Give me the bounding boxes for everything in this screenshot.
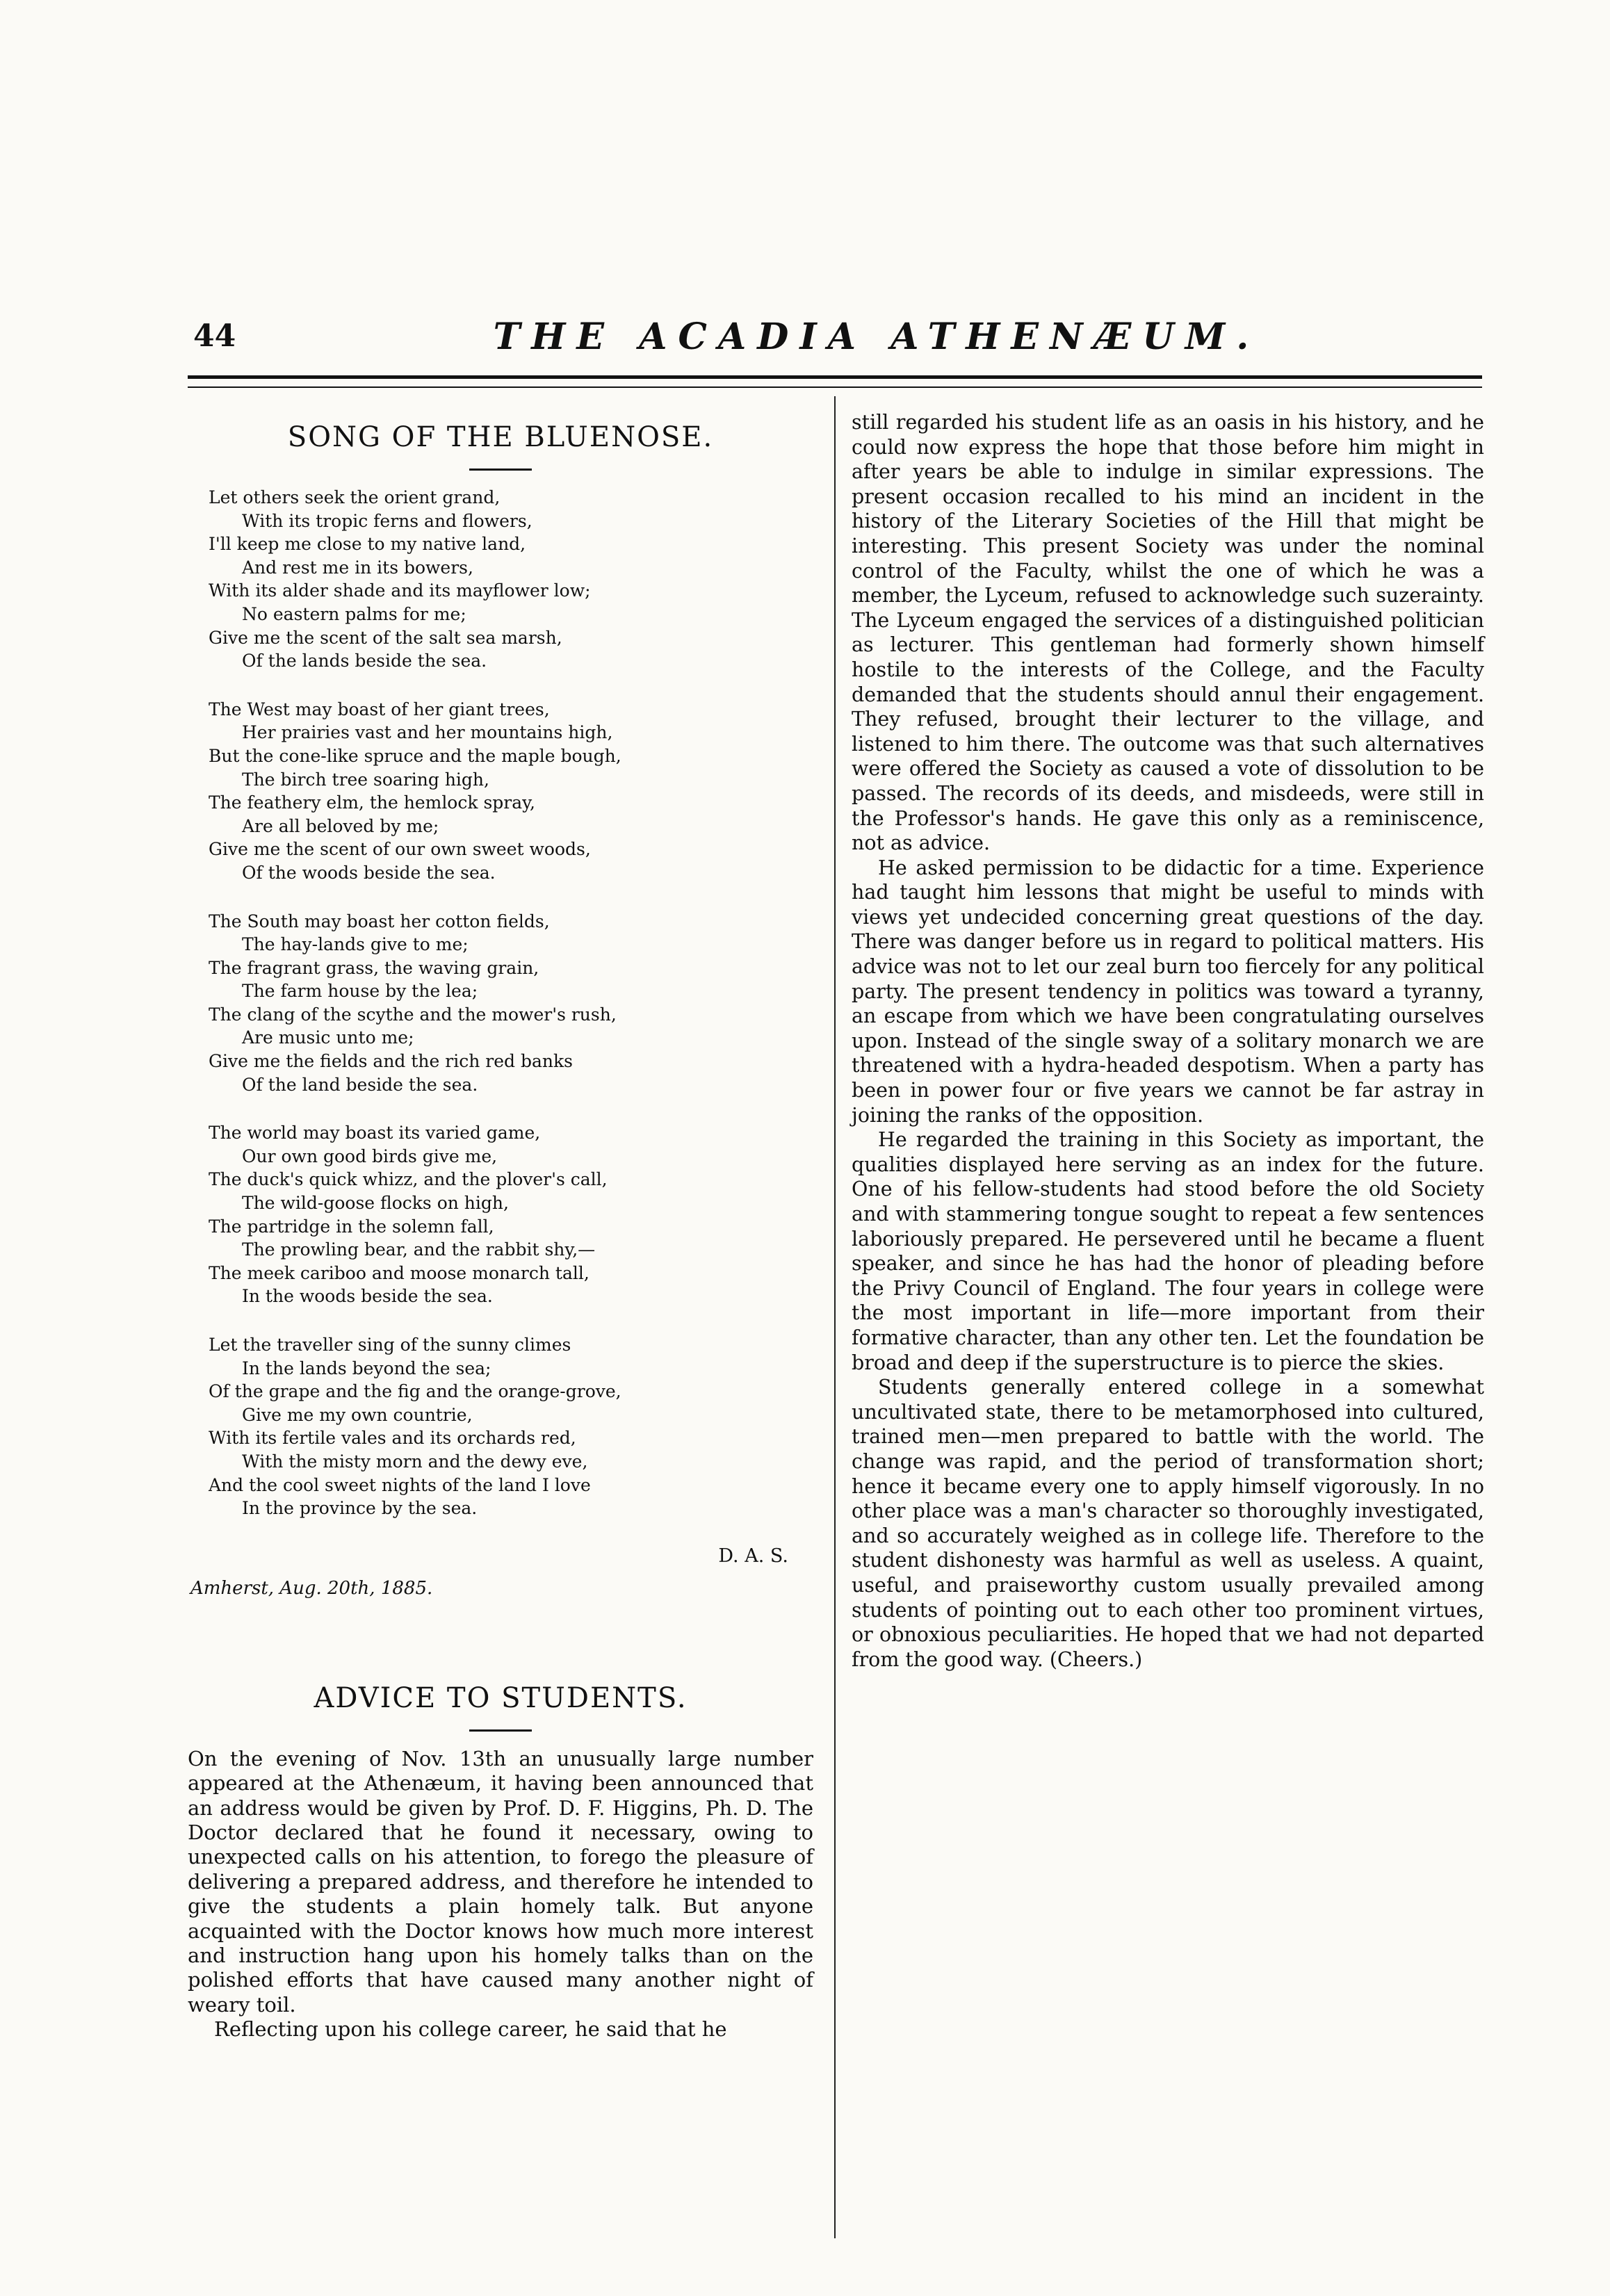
poem-body — [188, 486, 813, 1520]
poem-line: The feathery elm, the hemlock spray, — [209, 792, 535, 813]
poem-line: The fragrant grass, the waving grain, — [209, 957, 539, 978]
poem-signature: D. A. S. — [718, 1545, 788, 1567]
poem-line: With the misty morn and the dewy eve, — [242, 1451, 588, 1472]
poem-line: Of the lands beside the sea. — [242, 651, 487, 671]
poem-line: In the lands beyond the sea; — [242, 1358, 491, 1378]
header-rule-thick — [188, 375, 1482, 379]
poem-line: The South may boast her cotton fields, — [209, 911, 550, 931]
poem-stanza — [209, 910, 813, 1097]
poem-line: Of the grape and the fig and the orange-grove, — [209, 1381, 621, 1402]
article-text-right — [852, 410, 1484, 1672]
poem-line: The prowling bear, and the rabbit shy,— — [242, 1239, 596, 1260]
poem-line: Give me the fields and the rich red banks — [209, 1051, 573, 1072]
poem-line: Are music unto me; — [242, 1027, 414, 1048]
poem-line: With its alder shade and its mayflower low; — [209, 580, 591, 601]
poem-title: SONG OF THE BLUENOSE. — [287, 421, 714, 453]
poem-line: The meek cariboo and moose monarch tall, — [209, 1262, 589, 1283]
poem-line: Give me the scent of the salt sea marsh, — [209, 627, 562, 648]
poem-line: The clang of the scythe and the mower's rush, — [209, 1004, 617, 1025]
poem-line: Her prairies vast and her mountains high, — [242, 722, 613, 743]
poem-line: The West may boast of her giant trees, — [209, 699, 550, 719]
poem-line: And rest me in its bowers, — [242, 557, 473, 578]
poem-line: Give me my own countrie, — [242, 1404, 473, 1425]
poem-line: And the cool sweet nights of the land I love — [209, 1474, 591, 1495]
article-paragraph: He asked permission to be didactic for a time. Experience had taught him lessons that might be useful to minds with views yet undecided concerning great questions of the day. There was danger before us in regard to political matters. His advice was not to let our zeal burn too fiercely for any political party. The present tendency in politics was toward a tyranny, an escape from which we have been congratulating ourselves upon. Instead of the single sway of a solitary monarch we are threatened with a hydra-headed despotism. When a party has been in power four or five years we cannot be far astray in joining the ranks of the opposition. — [852, 856, 1484, 1127]
poem-line: Of the land beside the sea. — [242, 1074, 478, 1095]
poem-line: The birch tree soaring high, — [242, 769, 489, 790]
poem-line: The world may boast its varied game, — [209, 1123, 541, 1143]
page-number: 44 — [193, 318, 236, 354]
article-paragraph: Reflecting upon his college career, he said that he — [214, 2017, 727, 2042]
poem-line: Let others seek the orient grand, — [209, 487, 501, 507]
left-column — [188, 410, 813, 2042]
poem-stanza — [209, 698, 813, 885]
poem-line: But the cone-like spruce and the maple bough, — [209, 745, 621, 766]
column-divider — [834, 396, 836, 2238]
poem-line: The hay-lands give to me; — [242, 934, 469, 955]
title-rule — [469, 1729, 532, 1732]
poem-line: Are all beloved by me; — [242, 815, 439, 836]
poem-dateline: Amherst, Aug. 20th, 1885. — [190, 1577, 433, 1599]
article-paragraph: Students generally entered college in a somewhat uncultivated state, there to be metamorphosed into cultured, trained men—men prepared to battle with the world. The change was rapid, and the period of transformation short; hence it became every one to apply himself vigorously. In no other place was a man's character so thoroughly investigated, and so accurately weighed as in college life. Therefore to the student dishonesty was harmful as well as useless. A quaint, useful, and praiseworthy custom usually prevailed among students of pointing out to each other too prominent virtues, or obnoxious peculiarities. He hoped that we had not departed from the good way. (Cheers.) — [852, 1376, 1484, 1671]
poem-line: The wild-goose flocks on high, — [242, 1193, 509, 1214]
poem-stanza — [209, 1121, 813, 1308]
poem-line: Of the woods beside the sea. — [242, 862, 496, 883]
article-title: ADVICE TO STUDENTS. — [314, 1682, 688, 1714]
poem-line: The duck's quick whizz, and the plover's call, — [209, 1169, 608, 1190]
poem-line: The partridge in the solemn fall, — [209, 1216, 494, 1237]
poem-line: The farm house by the lea; — [242, 981, 478, 1002]
poem-line: In the province by the sea. — [242, 1498, 478, 1519]
running-head — [188, 311, 1482, 367]
poem-line: No eastern palms for me; — [242, 603, 466, 624]
article-paragraph: still regarded his student life as an oasis in his history, and he could now express the hope that those before him might in after years be able to indulge in similar expressions. The present occasion recalled to his mind an incident in the history of the Literary Societies of the Hill that might be interesting. This present Society was under the nominal control of the Faculty, whilst the one of which he was a member, the Lyceum, refused to acknowledge such suzerainty. The Lyceum engaged the services of a distinguished politician as lecturer. This gentleman had formerly shown himself hostile to the interests of the College, and the Faculty demanded that the students should annul their engagement. They refused, brought their lecturer to the village, and listened to him there. The outcome was that such alternatives were offered the Society as caused a vote of dissolution to be passed. The records of its deeds, and misdeeds, were still in the Professor's hands. He gave this only as a reminiscence, not as advice. — [852, 411, 1484, 855]
article-paragraph: On the evening of Nov. 13th an unusually large number appeared at the Athenæum, it having been announced that an address would be given by Prof. D. F. Higgins, Ph. D. The Doctor declared that he found it necessary, owing to unexpected calls on his attention, to forego the pleasure of delivering a prepared address, and therefore he intended to give the students a plain homely talk. But anyone acquainted with the Doctor knows how much more interest and instruction hang upon his homely talks than on the polished efforts that have caused many another night of weary toil. — [188, 1746, 813, 2017]
poem-line: I'll keep me close to my native land, — [209, 534, 526, 555]
poem-line: Give me the scent of our own sweet woods, — [209, 839, 591, 860]
poem-line: Our own good birds give me, — [242, 1146, 498, 1166]
right-column — [852, 410, 1484, 1672]
poem-line: With its tropic ferns and flowers, — [242, 510, 532, 531]
poem-stanza — [209, 1333, 813, 1520]
poem-stanza — [209, 486, 813, 673]
article-text-left — [188, 1747, 813, 2042]
header-rule-thin — [188, 386, 1482, 388]
poem-line: In the woods beside the sea. — [242, 1286, 493, 1307]
article-paragraph: He regarded the training in this Society as important, the qualities displayed here serving as an index for the future. One of his fellow-students had stood before the old Society and with stammering tongue sought to repeat a few sentences laboriously prepared. He persevered until he became a fluent speaker, and since he has had the honor of pleading before the Privy Council of England. The four years in college were the most important in life—more important from their formative character, than any other ten. Let the foundation be broad and deep if the superstructure is to pierce the skies. — [852, 1128, 1484, 1374]
poem-line: With its fertile vales and its orchards red, — [209, 1428, 576, 1449]
poem-line: Let the traveller sing of the sunny climes — [209, 1335, 571, 1355]
title-rule — [469, 469, 532, 471]
journal-title: THE ACADIA ATHENÆUM. — [493, 316, 1260, 358]
